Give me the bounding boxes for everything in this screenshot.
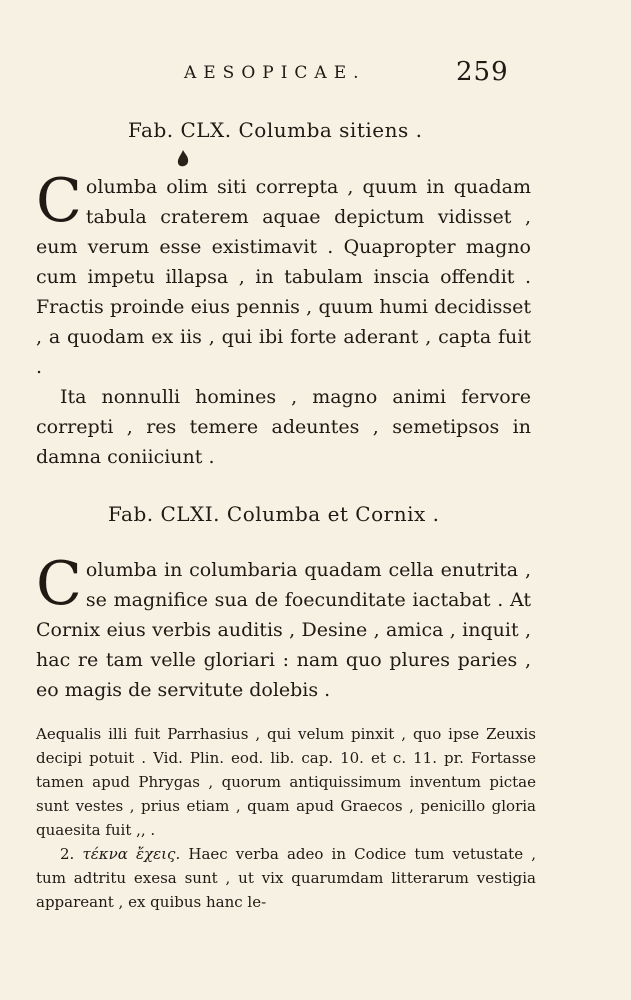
running-head-title: AESOPICAE. bbox=[184, 63, 366, 83]
footnote-2-text: Haec verba adeo in Codice tum vetustate , tum adtritu exesa sunt , ut vix quarumdam litterarum vestigia appareant , ex quibus hanc le- bbox=[36, 845, 536, 911]
fable-160-moral: Ita nonnulli homines , magno animi fervore correpti , res temere adeuntes , semetipsos in damna coniiciunt . bbox=[36, 386, 531, 468]
fable-160-paragraph-1 bbox=[36, 166, 531, 382]
running-head bbox=[0, 57, 631, 89]
drop-cap-initial: C bbox=[36, 549, 82, 619]
fable-160-text: olumba olim siti correpta , quum in quadam tabula craterem aquae depictum vidisset , eum verum esse existimavit . Quapropter magno cum impetu illapsa , in tabulam inscia offendit . Fractis proinde eius pennis , quum humi decidisset , a quodam ex iis , qui ibi forte aderant , capta fuit . bbox=[36, 176, 531, 378]
fable-161-text: olumba in columbaria quadam cella enutrita , se magnifice sua de foecunditate iactabat . At Cornix eius verbis auditis , Desine , amica , inquit , hac re tam velle gloriari : nam quo plures paries , eo magis de servitute dolebis . bbox=[36, 559, 531, 701]
footnote-1: Aequalis illi fuit Parrhasius , qui velum pinxit , quo ipse Zeuxis decipi potuit . Vid. Plin. eod. lib. cap. 10. et c. 11. pr. Fortasse tamen apud Phrygas , quorum antiquissimum inventum pictae sunt vestes , prius etiam , quam apud Graecos , penicillo gloria quaesita fuit ,, . bbox=[36, 725, 536, 839]
page-number: 259 bbox=[456, 57, 509, 87]
fable-title-160: Fab. CLX. Columba sitiens . bbox=[128, 118, 423, 142]
footnote-2-number: 2. bbox=[60, 845, 75, 863]
fable-160-body bbox=[36, 166, 531, 472]
fable-161-paragraph-1 bbox=[36, 549, 531, 705]
fable-161-body bbox=[36, 549, 531, 705]
fable-title-161: Fab. CLXI. Columba et Cornix . bbox=[108, 502, 440, 526]
drop-cap-initial: C bbox=[36, 166, 82, 236]
footnote-2 bbox=[36, 842, 536, 914]
footnotes bbox=[36, 722, 536, 914]
ink-blot-mark bbox=[176, 150, 190, 170]
footnote-2-greek: τέκνα ἔχεις. bbox=[82, 845, 181, 863]
